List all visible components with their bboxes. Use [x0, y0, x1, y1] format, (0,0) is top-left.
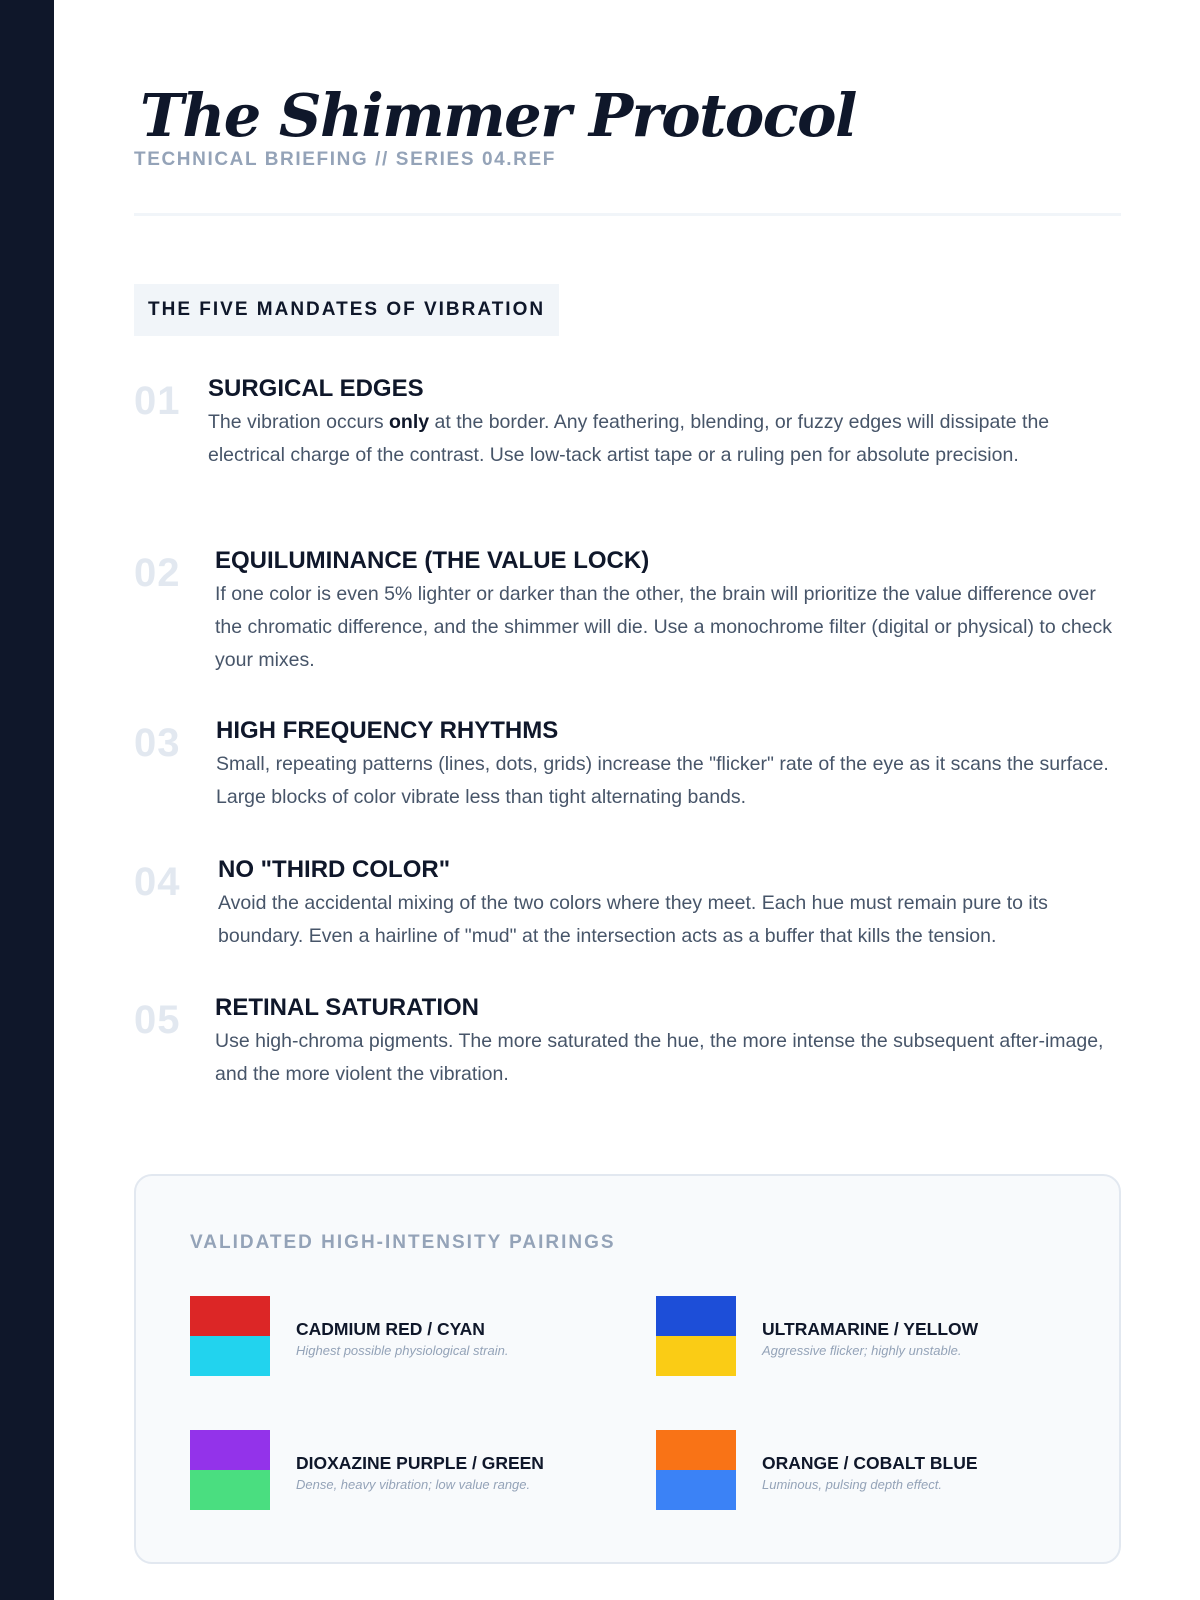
document-title: The Shimmer Protocol	[140, 81, 856, 150]
pairing-note: Highest possible physiological strain.	[296, 1343, 509, 1358]
swatch-bottom	[190, 1470, 270, 1510]
mandate-item	[134, 374, 1121, 504]
swatch-bottom	[190, 1336, 270, 1376]
color-pairing	[190, 1296, 610, 1376]
mandate-number: 02	[134, 551, 181, 595]
mandate-heading: HIGH FREQUENCY RHYTHMS	[216, 717, 559, 744]
document-subtitle: TECHNICAL BRIEFING // SERIES 04.REF	[134, 149, 556, 170]
mandate-number: 05	[134, 998, 181, 1042]
swatch-top	[656, 1296, 736, 1336]
section-label: THE FIVE MANDATES OF VIBRATION	[134, 284, 559, 336]
color-pairing	[190, 1430, 610, 1510]
mandate-item	[134, 716, 1121, 816]
left-accent-bar	[0, 0, 54, 1600]
pairing-note: Aggressive flicker; highly unstable.	[762, 1343, 962, 1358]
mandate-text-part: at the border. Any feathering, blending, or fuzzy edges will dissipate the electrical charge of the contrast. Use low-tack artist tape or a ruling pen for absolute precision.	[208, 411, 1050, 466]
color-swatch	[656, 1430, 736, 1510]
mandate-text: If one color is even 5% lighter or darker than the other, the brain will prioritize the value difference over the chromatic difference, and the shimmer will die. Use a monochrome filter (digital or physical) to check your mixes.	[215, 583, 1113, 671]
mandate-text: Small, repeating patterns (lines, dots, grids) increase the "flicker" rate of the eye as it scans the surface. Large blocks of color vibrate less than tight alternating bands.	[216, 753, 1109, 808]
pairing-name: CADMIUM RED / CYAN	[296, 1319, 485, 1339]
color-swatch	[656, 1296, 736, 1376]
mandate-item	[134, 993, 1121, 1093]
pairings-title: VALIDATED HIGH-INTENSITY PAIRINGS	[190, 1232, 616, 1253]
mandate-heading: RETINAL SATURATION	[215, 994, 479, 1021]
mandate-text-part: The vibration occurs	[208, 411, 389, 433]
mandate-heading: NO "THIRD COLOR"	[218, 856, 451, 883]
mandate-heading: EQUILUMINANCE (THE VALUE LOCK)	[215, 547, 650, 574]
mandate-number: 03	[134, 721, 181, 765]
mandate-body	[215, 546, 1121, 677]
color-swatch	[190, 1296, 270, 1376]
color-pairing	[656, 1296, 1076, 1376]
mandate-item	[134, 855, 1121, 955]
mandate-item	[134, 546, 1121, 676]
mandate-body	[216, 716, 1121, 814]
mandate-number: 01	[134, 379, 181, 423]
mandate-text: Avoid the accidental mixing of the two colors where they meet. Each hue must remain pure to its boundary. Even a hairline of "mud" at the intersection acts as a buffer that kills the tension.	[218, 892, 1048, 947]
mandate-text: Use high-chroma pigments. The more saturated the hue, the more intense the subsequent after-image, and the more violent the vibration.	[215, 1030, 1104, 1085]
pairing-name: ULTRAMARINE / YELLOW	[762, 1319, 979, 1339]
pairing-note: Luminous, pulsing depth effect.	[762, 1477, 942, 1492]
mandate-number: 04	[134, 860, 181, 904]
pairings-card	[134, 1174, 1121, 1564]
swatch-top	[656, 1430, 736, 1470]
pairing-name: ORANGE / COBALT BLUE	[762, 1453, 978, 1473]
mandate-text	[208, 406, 1121, 472]
mandate-body	[218, 855, 1121, 953]
color-swatch	[190, 1430, 270, 1510]
mandate-body	[208, 374, 1121, 472]
swatch-bottom	[656, 1336, 736, 1376]
pairing-name: DIOXAZINE PURPLE / GREEN	[296, 1453, 544, 1473]
color-pairing	[656, 1430, 1076, 1510]
swatch-top	[190, 1430, 270, 1470]
header-divider	[134, 213, 1121, 216]
pairing-note: Dense, heavy vibration; low value range.	[296, 1477, 531, 1492]
swatch-bottom	[656, 1470, 736, 1510]
mandate-text-emphasis: only	[389, 411, 430, 433]
mandate-heading: SURGICAL EDGES	[208, 375, 424, 402]
swatch-top	[190, 1296, 270, 1336]
mandate-body	[215, 993, 1121, 1091]
